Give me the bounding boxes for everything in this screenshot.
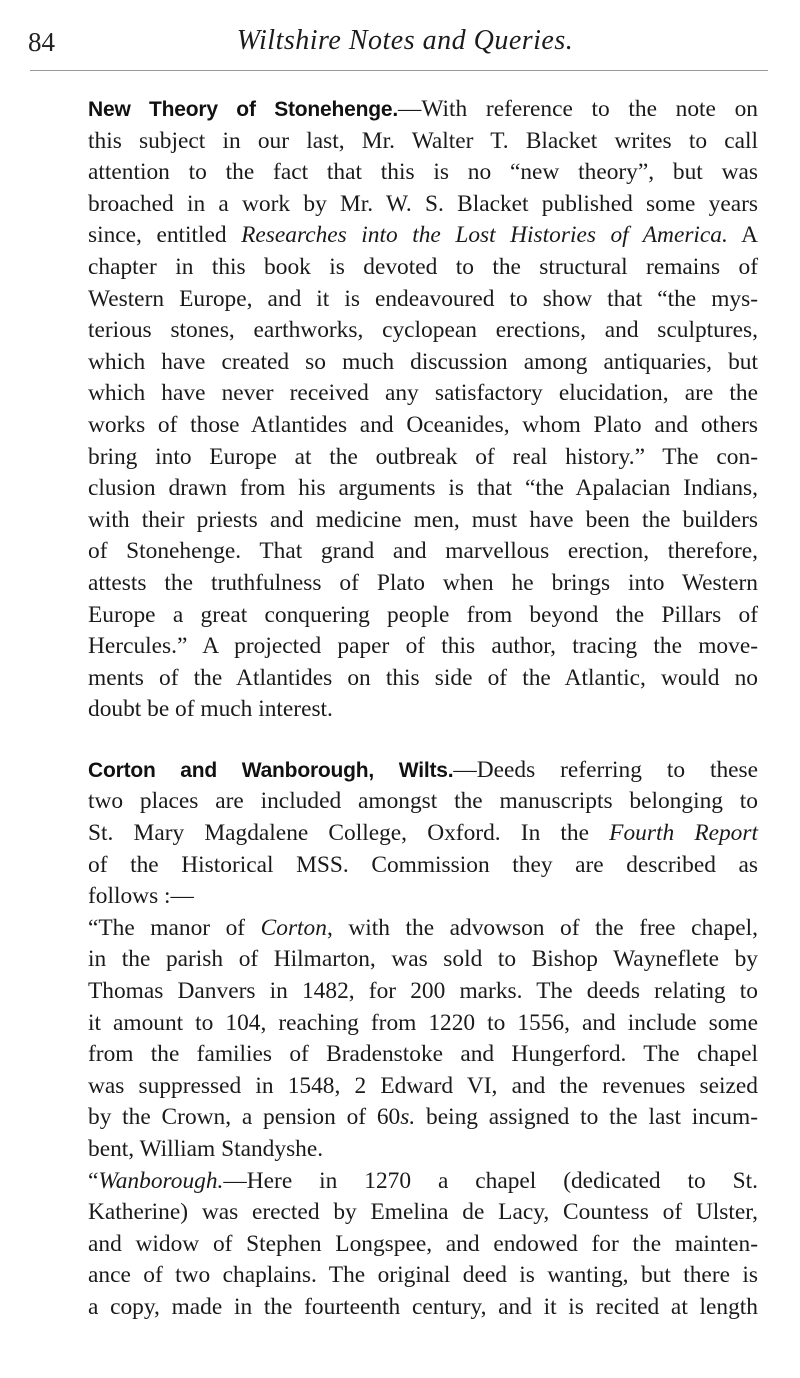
book-title: Researches into the Lost Histories of America. (241, 222, 728, 249)
running-header (28, 22, 762, 62)
running-title: Wiltshire Notes and Queries. (236, 25, 574, 56)
body-text (42, 94, 758, 1324)
place-name: Corton (260, 914, 327, 941)
report-title: Fourth Report (609, 820, 758, 847)
paragraph-new-theory-of-stonehenge: New Theory of Stonehenge.—With reference to the note on this subject in our last, Mr. Walter T. Blacket writes to call attention to the fact that this is no “new theory”, but was broached in a work by Mr. W. S. Blacket published some years since, entitled Researches into the Lost Histories of America. A chapter in this book is devoted to the structural remains of Western Europe, and it is endeavoured to show that “the mys- terious stones, earthworks, cyclopean erections, and sculptures, which have created so much discussion among antiquaries, but which have never received any satisfactory elucidation, are the works of those Atlantides and Oceanides, whom Plato and others bring into Europe at the outbreak of real history.” The con- clusion drawn from his arguments is that “the Apalacian Indians, with their priests and medicine men, must have been the builders of Stonehenge. That grand and marvellous erection, therefore, attests the truthfulness of Plato when he brings into Western Europe a great conquering people from beyond the Pillars of Hercules.” A projected paper of this author, tracing the move- ments of the Atlantides on this side of the Atlantic, would no doubt be of much interest. (88, 96, 759, 723)
paragraph-corton-quote: “The manor of Corton, with the advowson of the free chapel, in the parish of Hilmarton, was sold to Bishop Wayneflete by Thomas Danvers in 1482, for 200 marks. The deeds relating to it amount to 104, reaching from 1220 to 1556, and include some from the families of Bradenstoke and Hungerford. The chapel was suppressed in 1548, 2 Edward VI, and the revenues seized by the Crown, a pension of 60s. being assigned to the last incum- bent, William Standyshe. (88, 914, 758, 1162)
section-heading: Corton and Wanborough, Wilts. (88, 758, 454, 782)
page-number: 84 (28, 27, 55, 57)
paragraph-wanborough-quote: “Wanborough.—Here in 1270 a chapel (dedicated to St. Katherine) was erected by Emelina de Lacy, Countess of Ulster, and widow of Stephen Longspee, and endowed for the mainten- ance of two chaplains. The original deed is wanting, but there is a copy, made in the fourteenth century, and it is recited at length (88, 1167, 758, 1320)
paragraph-corton-and-wanborough: Corton and Wanborough, Wilts.—Deeds referring to these two places are included amongst the manuscripts belonging to St. Mary Magdalene College, Oxford. In the Fourth Report of the Historical MSS. Commission they are described as follows :— (88, 756, 759, 910)
place-name: Wanborough. (98, 1167, 224, 1194)
section-heading: New Theory of Stonehenge. (88, 98, 399, 121)
header-rule (30, 70, 768, 71)
